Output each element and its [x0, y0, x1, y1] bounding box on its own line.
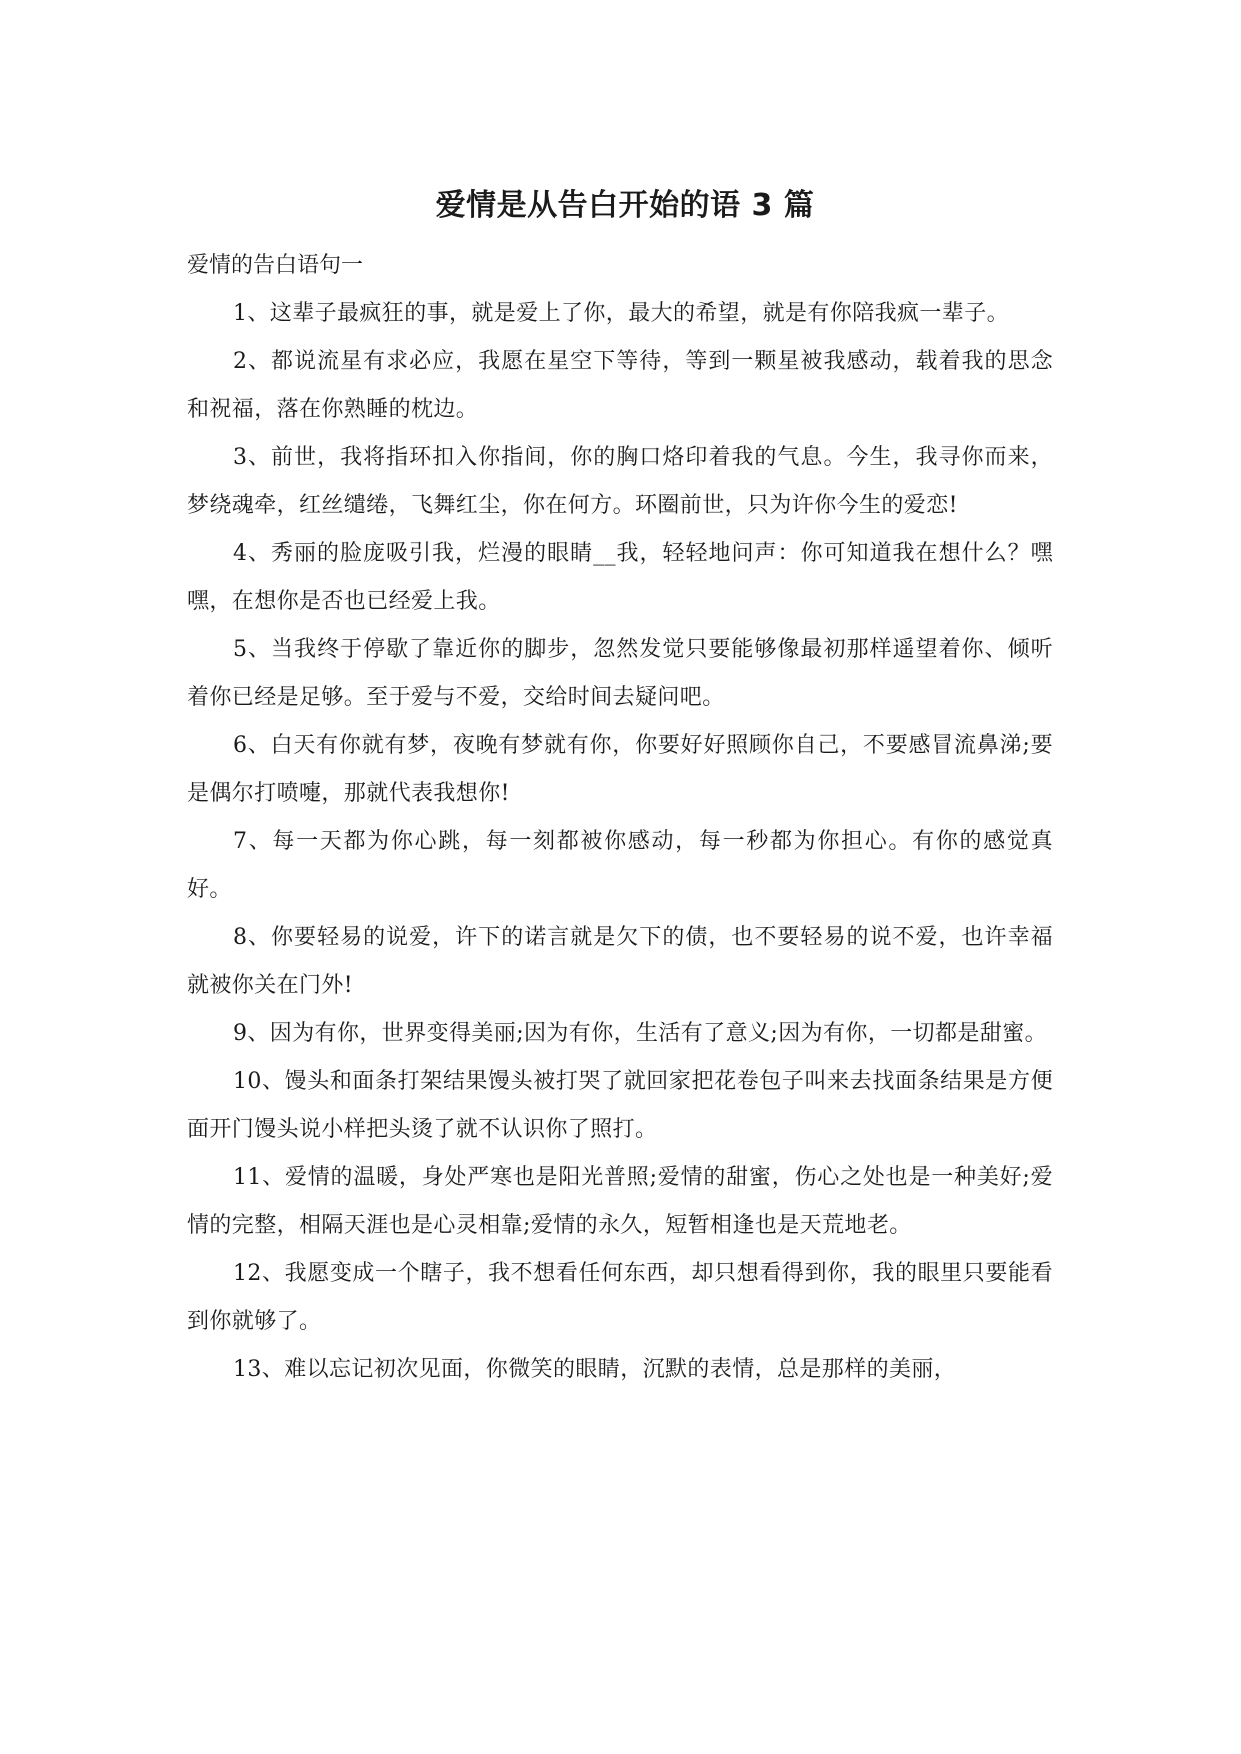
document-page — [187, 186, 1053, 1394]
paragraph-7: 7、每一天都为你心跳，每一刻都被你感动，每一秒都为你担心。有你的感觉真好。 — [187, 829, 1053, 902]
paragraph-10: 10、馒头和面条打架结果馒头被打哭了就回家把花卷包子叫来去找面条结果是方便面开门馒头说小样把头烫了就不认识你了照打。 — [187, 1069, 1053, 1142]
paragraph-2: 2、都说流星有求必应，我愿在星空下等待，等到一颗星被我感动，载着我的思念和祝福，落在你熟睡的枕边。 — [187, 349, 1053, 422]
paragraph-3: 3、前世，我将指环扣入你指间，你的胸口烙印着我的气息。今生，我寻你而来，梦绕魂牵，红丝缱绻，飞舞红尘，你在何方。环圈前世，只为许你今生的爱恋! — [187, 445, 1053, 518]
paragraph-1: 1、这辈子最疯狂的事，就是爱上了你，最大的希望，就是有你陪我疯一辈子。 — [233, 301, 1009, 326]
paragraph-4: 4、秀丽的脸庞吸引我，烂漫的眼睛__我，轻轻地问声：你可知道我在想什么？嘿嘿，在想你是否也已经爱上我。 — [187, 541, 1053, 614]
paragraph-11: 11、爱情的温暖，身处严寒也是阳光普照;爱情的甜蜜，伤心之处也是一种美好;爱情的完整，相隔天涯也是心灵相靠;爱情的永久，短暂相逢也是天荒地老。 — [187, 1165, 1053, 1238]
section-heading: 爱情的告白语句一 — [187, 253, 364, 278]
paragraph-12: 12、我愿变成一个瞎子，我不想看任何东西，却只想看得到你，我的眼里只要能看到你就够了。 — [187, 1261, 1053, 1334]
paragraph-8: 8、你要轻易的说爱，许下的诺言就是欠下的债，也不要轻易的说不爱，也许幸福就被你关在门外! — [187, 925, 1053, 998]
document-title: 爱情是从告白开始的语 3 篇 — [435, 188, 815, 223]
paragraph-5: 5、当我终于停歇了靠近你的脚步，忽然发觉只要能够像最初那样遥望着你、倾听着你已经是足够。至于爱与不爱，交给时间去疑问吧。 — [187, 637, 1053, 710]
paragraph-6: 6、白天有你就有梦，夜晚有梦就有你，你要好好照顾你自己，不要感冒流鼻涕;要是偶尔打喷嚏，那就代表我想你! — [187, 733, 1053, 806]
paragraph-13: 13、难以忘记初次见面，你微笑的眼睛，沉默的表情，总是那样的美丽， — [233, 1357, 957, 1382]
paragraph-9: 9、因为有你，世界变得美丽;因为有你，生活有了意义;因为有你，一切都是甜蜜。 — [233, 1021, 1048, 1046]
